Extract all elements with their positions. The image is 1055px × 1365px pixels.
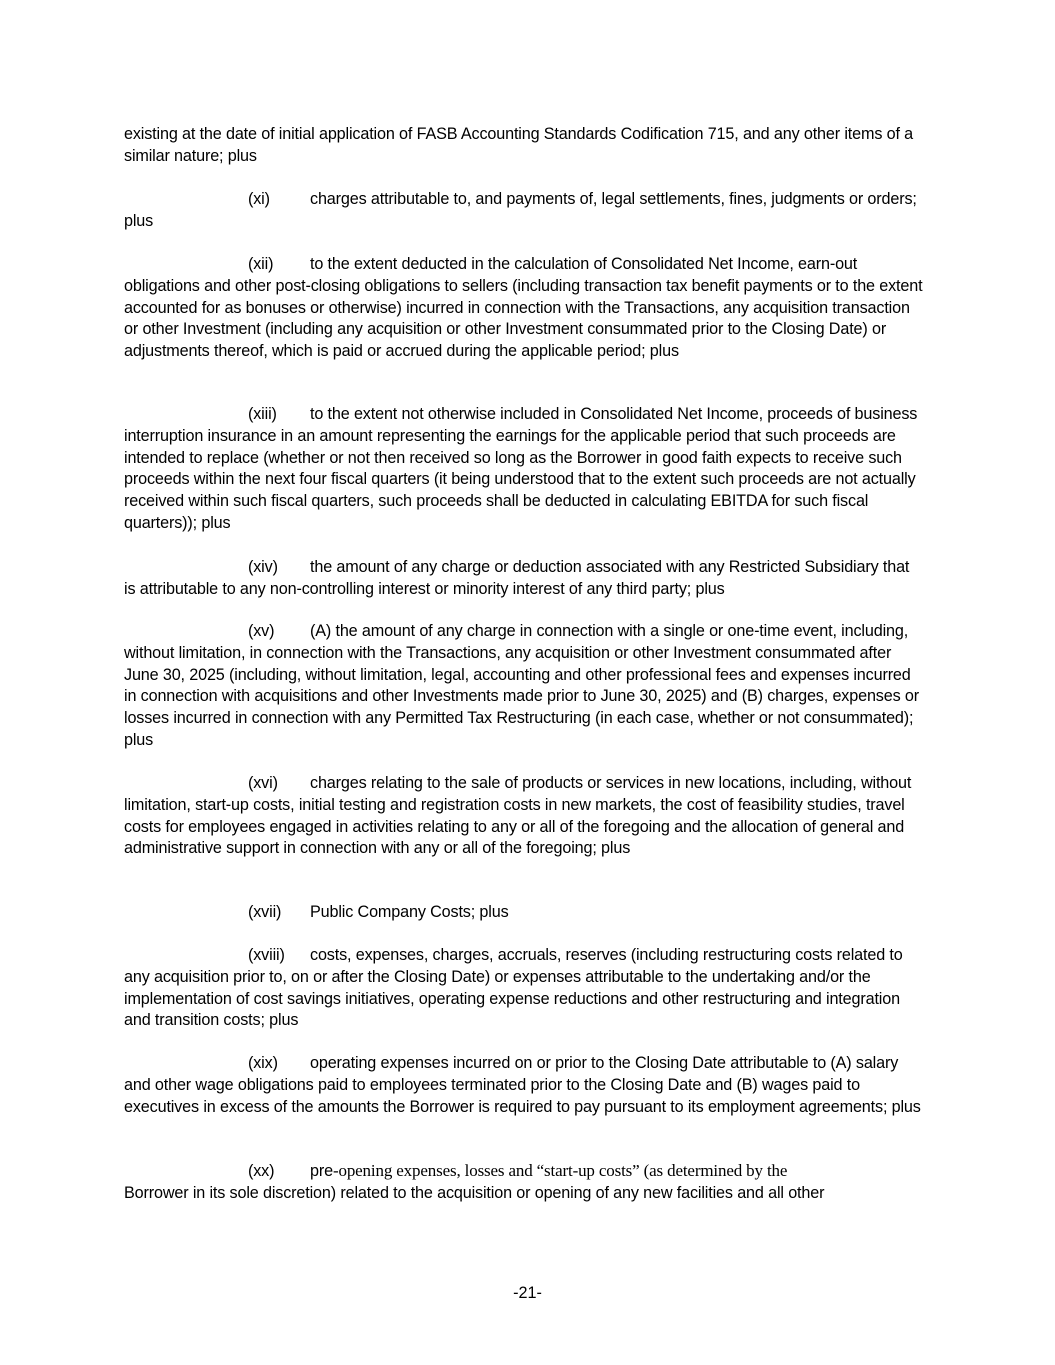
- clause-number: (xix): [248, 1054, 278, 1072]
- clause-number: (xi): [248, 190, 270, 208]
- clause-xi: [124, 189, 924, 233]
- clause-text-lead: pre: [310, 1162, 333, 1180]
- clause-xiii: [124, 404, 924, 535]
- clause-xix: [124, 1053, 924, 1118]
- clause-xvii: [124, 902, 924, 924]
- clause-number: (xiii): [248, 405, 277, 423]
- clause-xii: [124, 254, 924, 363]
- clause-text: to the extent deducted in the calculation of Consolidated Net Income, earn-out obligations and other post-closing obligations to sellers (including transaction tax benefit payments or to the extent accounted for as bonuses or otherwise) incurred in connection with the Transactions, any acquisition transaction or other Investment (including any acquisition or other Investment consummated prior to the Closing Date) or adjustments thereof, which is paid or accrued during the applicable period; plus: [124, 255, 923, 361]
- clause-number: (xviii): [248, 946, 285, 964]
- clause-text: to the extent not otherwise included in Consolidated Net Income, proceeds of business interruption insurance in an amount representing the earnings for the applicable period that such proceeds are intended to replace (whether or not then received so long as the Borrower in good faith expects to receive such proceeds within the next four fiscal quarters (it being understood that to the extent such proceeds are not actually received within such fiscal quarters, such proceeds shall be deducted in calculating EBITDA for such fiscal quarters)); plus: [124, 405, 918, 532]
- clause-number: (xiv): [248, 558, 278, 576]
- page-number: -21-: [513, 1284, 542, 1302]
- clause-text-serif: -opening expenses, losses and “start-up costs” (as determined by the: [332, 1161, 788, 1180]
- clause-text: (A) the amount of any charge in connection with a single or one-time event, including, without limitation, in connection with the Transactions, any acquisition or other Investment consummated after June 30, 2025 (including, without limitation, legal, accounting and other professional fees and expenses incurred in connection with acquisitions and other Investments made prior to June 30, 2025) and (B) charges, expenses or losses incurred in connection with any Permitted Tax Restructuring (in each case, whether or not consummated); plus: [124, 622, 919, 749]
- clause-text: charges attributable to, and payments of, legal settlements, fines, judgments or orders; plus: [124, 190, 917, 230]
- intro-paragraph: existing at the date of initial application of FASB Accounting Standards Codification 715, and any other items of a similar nature; plus: [124, 125, 914, 165]
- clause-text-rest: Borrower in its sole discretion) related to the acquisition or opening of any new facilities and all other: [124, 1183, 825, 1202]
- clause-number: (xvii): [248, 903, 282, 921]
- clause-text: costs, expenses, charges, accruals, reserves (including restructuring costs related to any acquisition prior to, on or after the Closing Date) or expenses attributable to the undertaking and/or the implementation of cost savings initiatives, operating expense reductions and other restructuring and integration and transition costs; plus: [124, 946, 903, 1030]
- clause-xviii: [124, 945, 924, 1032]
- clause-number: (xx): [248, 1162, 275, 1180]
- clause-number: (xii): [248, 255, 274, 273]
- clause-xvi: [124, 773, 924, 860]
- clause-xiv: [124, 557, 924, 601]
- clause-xv: [124, 621, 924, 752]
- clause-text: operating expenses incurred on or prior to the Closing Date attributable to (A) salary and other wage obligations paid to employees terminated prior to the Closing Date and (B) wages paid to executives in excess of the amounts the Borrower is required to pay pursuant to its employment agreements; plus: [124, 1054, 921, 1116]
- clause-xx: [124, 1160, 924, 1205]
- clause-number: (xv): [248, 622, 275, 640]
- clause-text: Public Company Costs; plus: [310, 903, 509, 921]
- clause-text: charges relating to the sale of products or services in new locations, including, without limitation, start-up costs, initial testing and registration costs in new markets, the cost of feasibility studies, travel costs for employees engaged in activities relating to any or all of the foregoing and the allocation of general and administrative support in connection with any or all of the foregoing; plus: [124, 774, 912, 858]
- clause-number: (xvi): [248, 774, 278, 792]
- clause-text: the amount of any charge or deduction associated with any Restricted Subsidiary that is attributable to any non-controlling interest or minority interest of any third party; plus: [124, 558, 910, 598]
